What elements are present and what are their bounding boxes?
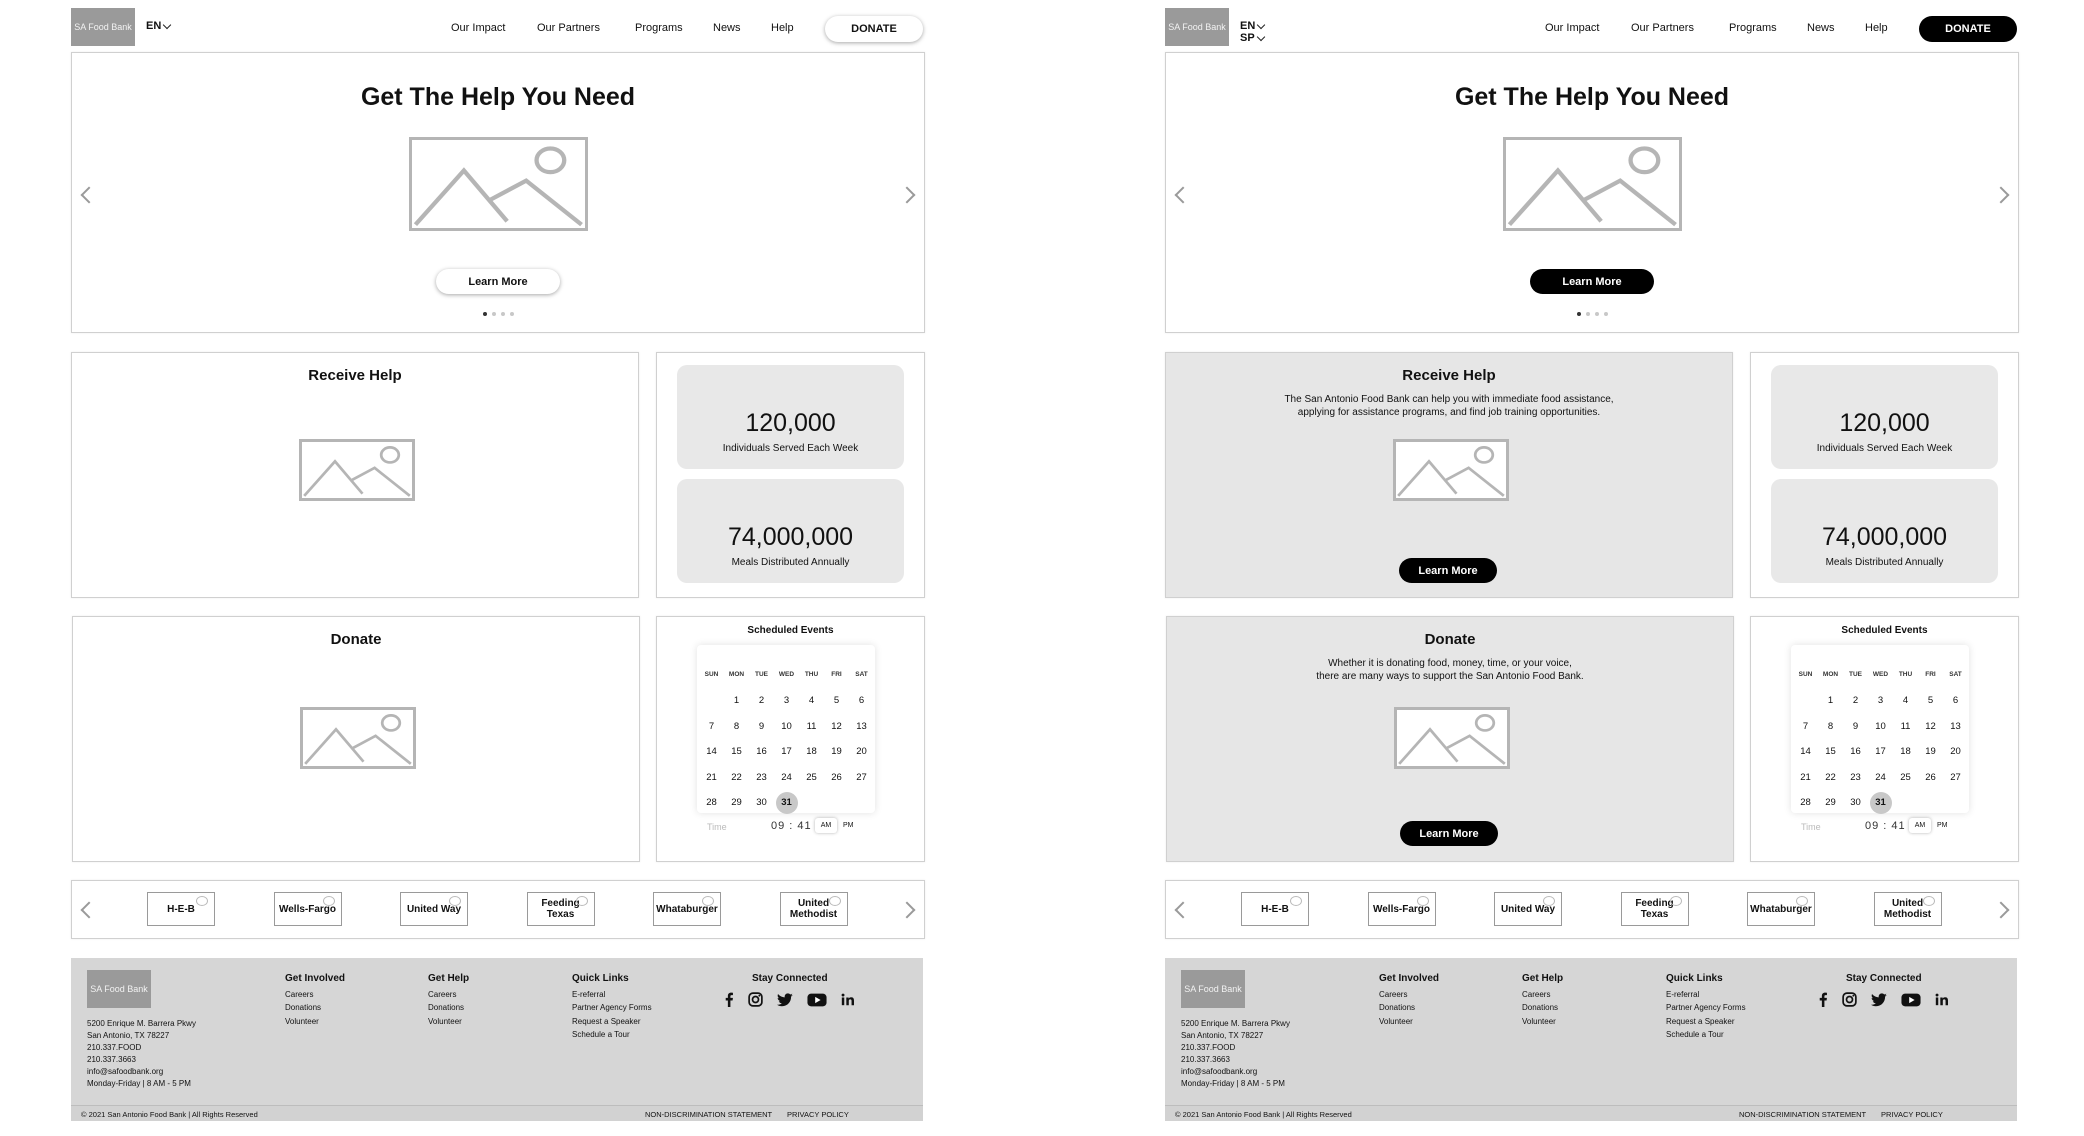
image-placeholder-icon [1393,439,1509,501]
non-discrimination-link[interactable]: NON-DISCRIMINATION STATEMENT [1739,1110,1867,1119]
calendar-day[interactable]: 17 [1875,746,1886,758]
logo-placeholder-icon [576,896,588,906]
carousel-dots [1577,312,1608,316]
logo-placeholder-icon [1670,896,1682,906]
footer-logo[interactable]: SA Food Bank [1181,970,1245,1008]
partner-logo[interactable] [780,892,848,926]
footer-column [1666,972,1746,1042]
calendar-day-selected[interactable]: 31 [1870,792,1892,814]
footer-logo[interactable]: SA Food Bank [87,970,151,1008]
chevron-down-icon [1256,32,1264,40]
pm-toggle[interactable]: PM [843,822,854,829]
calendar-day[interactable]: 9 [758,720,765,732]
footer-link[interactable]: Donations [285,1003,322,1012]
nav-link[interactable]: News [713,22,741,34]
language-option[interactable] [1240,32,1264,44]
site-footer [71,958,923,1120]
events-title: Scheduled Events [747,625,834,636]
stat-label: Meals Distributed Annually [731,557,850,568]
address-line: Monday-Friday | 8 AM - 5 PM [87,1079,191,1088]
partner-name: Feeding Texas [541,898,580,920]
description-line: The San Antonio Food Bank can help you with immediate food assistance, [1284,394,1614,405]
calendar-day[interactable]: 1 [1827,695,1834,707]
donate-title: Donate [330,631,382,648]
chevron-left-icon[interactable] [81,187,98,204]
calendar-day[interactable]: 27 [1950,771,1961,783]
calendar-day[interactable]: 28 [1800,797,1811,809]
nav-link[interactable]: Programs [1729,22,1777,34]
partner-name: United Way [1500,903,1556,915]
time-label: Time [1801,822,1821,832]
stat-label: Individuals Served Each Week [722,443,859,454]
weekday-label: FRI [1925,671,1936,678]
stat-value: 120,000 [1839,409,1930,437]
footer-column-heading: Quick Links [1666,973,1723,984]
instagram-icon[interactable] [748,992,763,1012]
instagram-icon[interactable] [1842,992,1857,1012]
calendar-day[interactable]: 11 [1900,720,1911,732]
calendar-day[interactable]: 26 [831,771,842,783]
calendar-day[interactable]: 24 [781,771,792,783]
calendar-day[interactable]: 15 [1825,746,1836,758]
calendar-day[interactable]: 29 [1825,797,1836,809]
copyright-text: © 2021 San Antonio Food Bank | All Rights Reserved [1175,1110,1352,1119]
calendar-day[interactable]: 14 [706,746,717,758]
footer-link[interactable]: Donations [428,1003,465,1012]
footer-link[interactable]: Schedule a Tour [1666,1030,1724,1039]
nav-link[interactable]: Programs [635,22,683,34]
carousel-dot[interactable] [501,312,505,316]
calendar-day[interactable]: 21 [706,771,717,783]
partner-name: Whataburger [656,903,718,915]
twitter-icon[interactable] [777,993,793,1012]
partner-logo[interactable] [1621,892,1689,926]
non-discrimination-link[interactable]: NON-DISCRIMINATION STATEMENT [645,1110,773,1119]
footer-column [285,972,345,1028]
stat-value: 120,000 [745,409,836,437]
nav-link[interactable]: Help [771,22,794,34]
time-value[interactable]: 09 : 41 [771,820,812,832]
calendar-day[interactable]: 1 [733,695,740,707]
logo-placeholder-icon [1290,896,1302,906]
partner-name: H-E-B [167,903,195,915]
calendar-day[interactable]: 9 [1852,720,1859,732]
calendar-days [697,688,877,816]
carousel-dots [483,312,514,316]
footer-column [428,972,469,1028]
footer-link[interactable]: Volunteer [285,1016,319,1026]
partner-name: United Methodist [789,898,838,920]
calendar-day[interactable]: 23 [756,771,767,783]
weekday-label: THU [804,671,819,678]
donate-button[interactable]: DONATE [825,16,923,42]
calendar-day[interactable]: 25 [806,771,817,783]
address-line: info@safoodbank.org [87,1067,164,1076]
partner-logo[interactable] [653,892,721,926]
weekday-label: SAT [855,671,868,678]
calendar-day[interactable]: 29 [731,797,742,809]
weekday-label: FRI [831,671,842,678]
calendar-day[interactable]: 19 [1925,746,1936,758]
partner-logo[interactable] [1874,892,1942,926]
partner-logo[interactable] [147,892,215,926]
facebook-icon[interactable] [1818,992,1828,1012]
calendar-day[interactable]: 10 [781,720,792,732]
youtube-icon[interactable] [807,993,827,1012]
partners-carousel [71,880,925,939]
events-title: Scheduled Events [1841,625,1928,636]
calendar-day[interactable]: 19 [831,746,842,758]
receive-help-card[interactable] [1165,352,1733,598]
weekday-label: WED [778,671,795,678]
partner-logo[interactable] [1747,892,1815,926]
footer-link[interactable]: Partner Agency Forms [1666,1003,1746,1012]
hero-carousel [71,52,925,333]
footer-address [87,1018,196,1090]
social-links [1818,992,1948,1012]
stat-card [677,365,904,469]
logo-placeholder-icon [1923,896,1935,906]
stat-label: Individuals Served Each Week [1816,443,1953,454]
donate-title: Donate [1424,631,1476,648]
calendar-day[interactable]: 4 [808,695,815,707]
donate-card [72,616,640,862]
weekday-label: SUN [1798,671,1813,678]
partner-logo[interactable] [1368,892,1436,926]
carousel-dot[interactable] [483,312,487,316]
weekday-label: WED [1872,671,1889,678]
footer-link[interactable]: Volunteer [1379,1016,1413,1026]
partner-logo[interactable] [400,892,468,926]
partner-name: H-E-B [1261,903,1289,915]
time-value[interactable]: 09 : 41 [1865,820,1906,832]
logo-placeholder-icon [1543,896,1555,906]
calendar-day[interactable]: 12 [1925,720,1936,732]
calendar-weekdays [1791,671,1971,678]
carousel-dot[interactable] [1577,312,1581,316]
footer-link[interactable]: Careers [428,989,457,999]
carousel-dot[interactable] [1586,312,1590,316]
language-code: EN [1240,20,1256,32]
calendar-day[interactable]: 23 [1850,771,1861,783]
calendar-day[interactable]: 6 [858,695,865,707]
pm-toggle[interactable]: PM [1937,822,1948,829]
footer-bottom-bar [1165,1105,2017,1121]
calendar-day[interactable]: 13 [856,720,867,732]
address-line: San Antonio, TX 78227 [1181,1031,1264,1040]
footer-bottom-bar [71,1105,923,1121]
stats-panel [1750,352,2019,598]
calendar-day[interactable]: 20 [1950,746,1961,758]
address-line: info@safoodbank.org [1181,1067,1258,1076]
address-line: 5200 Enrique M. Barrera Pkwy [1181,1019,1290,1028]
calendar-day[interactable]: 22 [1825,771,1836,783]
calendar-days [1791,688,1971,816]
receive-help-card [71,352,639,598]
footer-link[interactable]: Schedule a Tour [572,1030,630,1039]
calendar-day[interactable]: 2 [1852,695,1859,707]
partner-name: Feeding Texas [1635,898,1674,920]
partner-name: Wells-Fargo [278,903,337,915]
partner-name: Wells-Fargo [1372,903,1431,915]
footer-link[interactable]: E-referral [572,989,606,999]
calendar-day[interactable]: 15 [731,746,742,758]
privacy-policy-link[interactable]: PRIVACY POLICY [787,1110,849,1119]
nav-link[interactable]: Our Partners [537,22,600,34]
logo-placeholder-icon [829,896,841,906]
calendar-day[interactable]: 24 [1875,771,1886,783]
partner-logo[interactable] [274,892,342,926]
logo-placeholder-icon [702,896,714,906]
carousel-dot[interactable] [1604,312,1608,316]
stat-value: 74,000,000 [1821,523,1948,551]
calendar-day[interactable]: 3 [783,695,790,707]
calendar-day[interactable]: 16 [1850,746,1861,758]
logo-placeholder-icon [449,896,461,906]
calendar-day[interactable]: 8 [733,720,740,732]
social-links [724,992,854,1012]
wireframe-variant-b [1165,0,2020,1136]
calendar-day[interactable]: 5 [1927,695,1934,707]
twitter-icon[interactable] [1871,993,1887,1012]
hero-learn-more-button[interactable]: Learn More [436,269,560,294]
address-line: San Antonio, TX 78227 [87,1031,170,1040]
calendar-day[interactable]: 27 [856,771,867,783]
weekday-label: TUE [1849,671,1862,678]
description-line: applying for assistance programs, and find job training opportunities. [1297,407,1601,418]
calendar-day[interactable]: 17 [781,746,792,758]
stat-card [677,479,904,583]
weekday-label: SAT [1949,671,1962,678]
stay-connected [1846,972,1922,988]
calendar-day[interactable]: 30 [1850,797,1861,809]
carousel-dot[interactable] [492,312,496,316]
footer-link[interactable]: Volunteer [428,1016,462,1026]
weekday-label: MON [1822,671,1839,678]
calendar-day[interactable]: 8 [1827,720,1834,732]
receive-help-learn-more-button[interactable]: Learn More [1399,558,1497,583]
stay-connected-heading: Stay Connected [752,973,828,984]
language-option[interactable] [146,20,170,32]
chevron-left-icon[interactable] [1175,187,1192,204]
calendar-day[interactable]: 4 [1902,695,1909,707]
copyright-text: © 2021 San Antonio Food Bank | All Rights Reserved [81,1110,258,1119]
donate-description [1167,657,1733,683]
footer-column [1522,972,1563,1028]
stat-label: Meals Distributed Annually [1825,557,1944,568]
stat-value: 74,000,000 [727,523,854,551]
partner-logo[interactable] [1494,892,1562,926]
partner-name: United Way [406,903,462,915]
calendar-day[interactable]: 25 [1900,771,1911,783]
footer-column-heading: Get Help [1522,973,1564,984]
weekday-label: SUN [704,671,719,678]
calendar-day[interactable]: 21 [1800,771,1811,783]
image-placeholder-icon [409,137,588,231]
address-line: 210.337.FOOD [1181,1043,1236,1052]
calendar-day[interactable]: 7 [1802,720,1809,732]
calendar-day[interactable]: 28 [706,797,717,809]
partners-carousel [1165,880,2019,939]
calendar-day[interactable]: 7 [708,720,715,732]
youtube-icon[interactable] [1901,993,1921,1012]
language-code: EN [146,20,162,32]
site-logo[interactable]: SA Food Bank [71,8,135,46]
am-toggle[interactable]: AM [815,818,837,833]
am-toggle[interactable]: AM [1909,818,1931,833]
hero-title: Get The Help You Need [360,83,636,111]
image-placeholder-icon [299,439,415,501]
hero-learn-more-button[interactable]: Learn More [1530,269,1654,294]
footer-link[interactable]: Request a Speaker [572,1016,641,1026]
address-line: 210.337.3663 [87,1055,136,1064]
logo-placeholder-icon [1796,896,1808,906]
facebook-icon[interactable] [724,992,734,1012]
chevron-right-icon[interactable] [899,902,916,919]
calendar-day[interactable]: 6 [1952,695,1959,707]
language-code: SP [1240,32,1255,44]
scheduled-events-panel [1750,616,2019,862]
description-line: there are many ways to support the San Antonio Food Bank. [1316,671,1584,682]
logo-placeholder-icon [196,896,208,906]
footer-link[interactable]: Volunteer [1522,1016,1556,1026]
linkedin-icon[interactable] [841,993,854,1011]
footer-column-heading: Quick Links [572,973,629,984]
stay-connected [752,972,828,988]
footer-link[interactable]: Donations [1379,1003,1416,1012]
calendar-day[interactable]: 14 [1800,746,1811,758]
footer-link[interactable]: Request a Speaker [1666,1016,1735,1026]
address-line: Monday-Friday | 8 AM - 5 PM [1181,1079,1285,1088]
partner-logo[interactable] [527,892,595,926]
footer-link[interactable]: Careers [1379,989,1408,999]
donate-button[interactable]: DONATE [1919,16,2017,42]
address-line: 5200 Enrique M. Barrera Pkwy [87,1019,196,1028]
footer-link[interactable]: Partner Agency Forms [572,1003,652,1012]
stat-card [1771,365,1998,469]
hero-title: Get The Help You Need [1454,83,1730,111]
weekday-label: THU [1898,671,1913,678]
calendar-day[interactable]: 5 [833,695,840,707]
chevron-left-icon[interactable] [81,902,98,919]
calendar-weekdays [697,671,877,678]
donate-learn-more-button[interactable]: Learn More [1400,821,1498,846]
footer-column [1379,972,1439,1028]
chevron-down-icon [163,20,171,28]
scheduled-events-panel [656,616,925,862]
calendar-day[interactable]: 2 [758,695,765,707]
chevron-left-icon[interactable] [1175,902,1192,919]
calendar-day[interactable]: 11 [806,720,817,732]
logo-placeholder-icon [1417,896,1429,906]
image-placeholder-icon [1394,707,1510,769]
carousel-dot[interactable] [510,312,514,316]
time-label: Time [707,822,727,832]
stay-connected-heading: Stay Connected [1846,973,1922,984]
chevron-right-icon[interactable] [1993,902,2010,919]
privacy-policy-link[interactable]: PRIVACY POLICY [1881,1110,1943,1119]
site-logo[interactable]: SA Food Bank [1165,8,1229,46]
chevron-right-icon[interactable] [1993,187,2010,204]
partner-name: United Methodist [1883,898,1932,920]
donate-card[interactable] [1166,616,1734,862]
footer-link[interactable]: Donations [1522,1003,1559,1012]
calendar [1791,645,1969,813]
footer-column [572,972,652,1042]
receive-help-description [1166,393,1732,419]
footer-address [1181,1018,1290,1090]
calendar-day[interactable]: 26 [1925,771,1936,783]
language-selector[interactable] [146,20,170,32]
calendar-day[interactable]: 30 [756,797,767,809]
calendar-day[interactable]: 10 [1875,720,1886,732]
chevron-down-icon [1257,20,1265,28]
language-option[interactable] [1240,20,1264,32]
weekday-label: TUE [755,671,768,678]
image-placeholder-icon [300,707,416,769]
footer-link[interactable]: Careers [1522,989,1551,999]
logo-placeholder-icon [323,896,335,906]
calendar-day[interactable]: 13 [1950,720,1961,732]
language-selector[interactable] [1240,20,1264,44]
site-footer [1165,958,2017,1120]
description-line: Whether it is donating food, money, time, or your voice, [1328,658,1572,669]
calendar [697,645,875,813]
chevron-right-icon[interactable] [899,187,916,204]
calendar-day[interactable]: 16 [756,746,767,758]
image-placeholder-icon [1503,137,1682,231]
weekday-label: MON [728,671,745,678]
address-line: 210.337.3663 [1181,1055,1230,1064]
calendar-day[interactable]: 18 [1900,746,1911,758]
receive-help-title: Receive Help [1402,367,1496,384]
footer-column-heading: Get Involved [1379,973,1440,984]
footer-link[interactable]: E-referral [1666,989,1700,999]
hero-carousel [1165,52,2019,333]
linkedin-icon[interactable] [1935,993,1948,1011]
address-line: 210.337.FOOD [87,1043,142,1052]
footer-column-heading: Get Involved [285,973,346,984]
nav-link[interactable]: Our Impact [1545,22,1600,34]
nav-link[interactable]: Our Partners [1631,22,1694,34]
stats-panel [656,352,925,598]
footer-column-heading: Get Help [428,973,470,984]
carousel-dot[interactable] [1595,312,1599,316]
calendar-day[interactable]: 12 [831,720,842,732]
nav-link[interactable]: Our Impact [451,22,506,34]
nav-link[interactable]: Help [1865,22,1888,34]
nav-link[interactable]: News [1807,22,1835,34]
calendar-day-selected[interactable]: 31 [776,792,798,814]
wireframe-variant-a [71,0,926,1136]
calendar-day[interactable]: 3 [1877,695,1884,707]
calendar-day[interactable]: 20 [856,746,867,758]
calendar-day[interactable]: 22 [731,771,742,783]
calendar-day[interactable]: 18 [806,746,817,758]
footer-link[interactable]: Careers [285,989,314,999]
partner-logo[interactable] [1241,892,1309,926]
partner-name: Whataburger [1750,903,1812,915]
stat-card [1771,479,1998,583]
receive-help-title: Receive Help [308,367,402,384]
